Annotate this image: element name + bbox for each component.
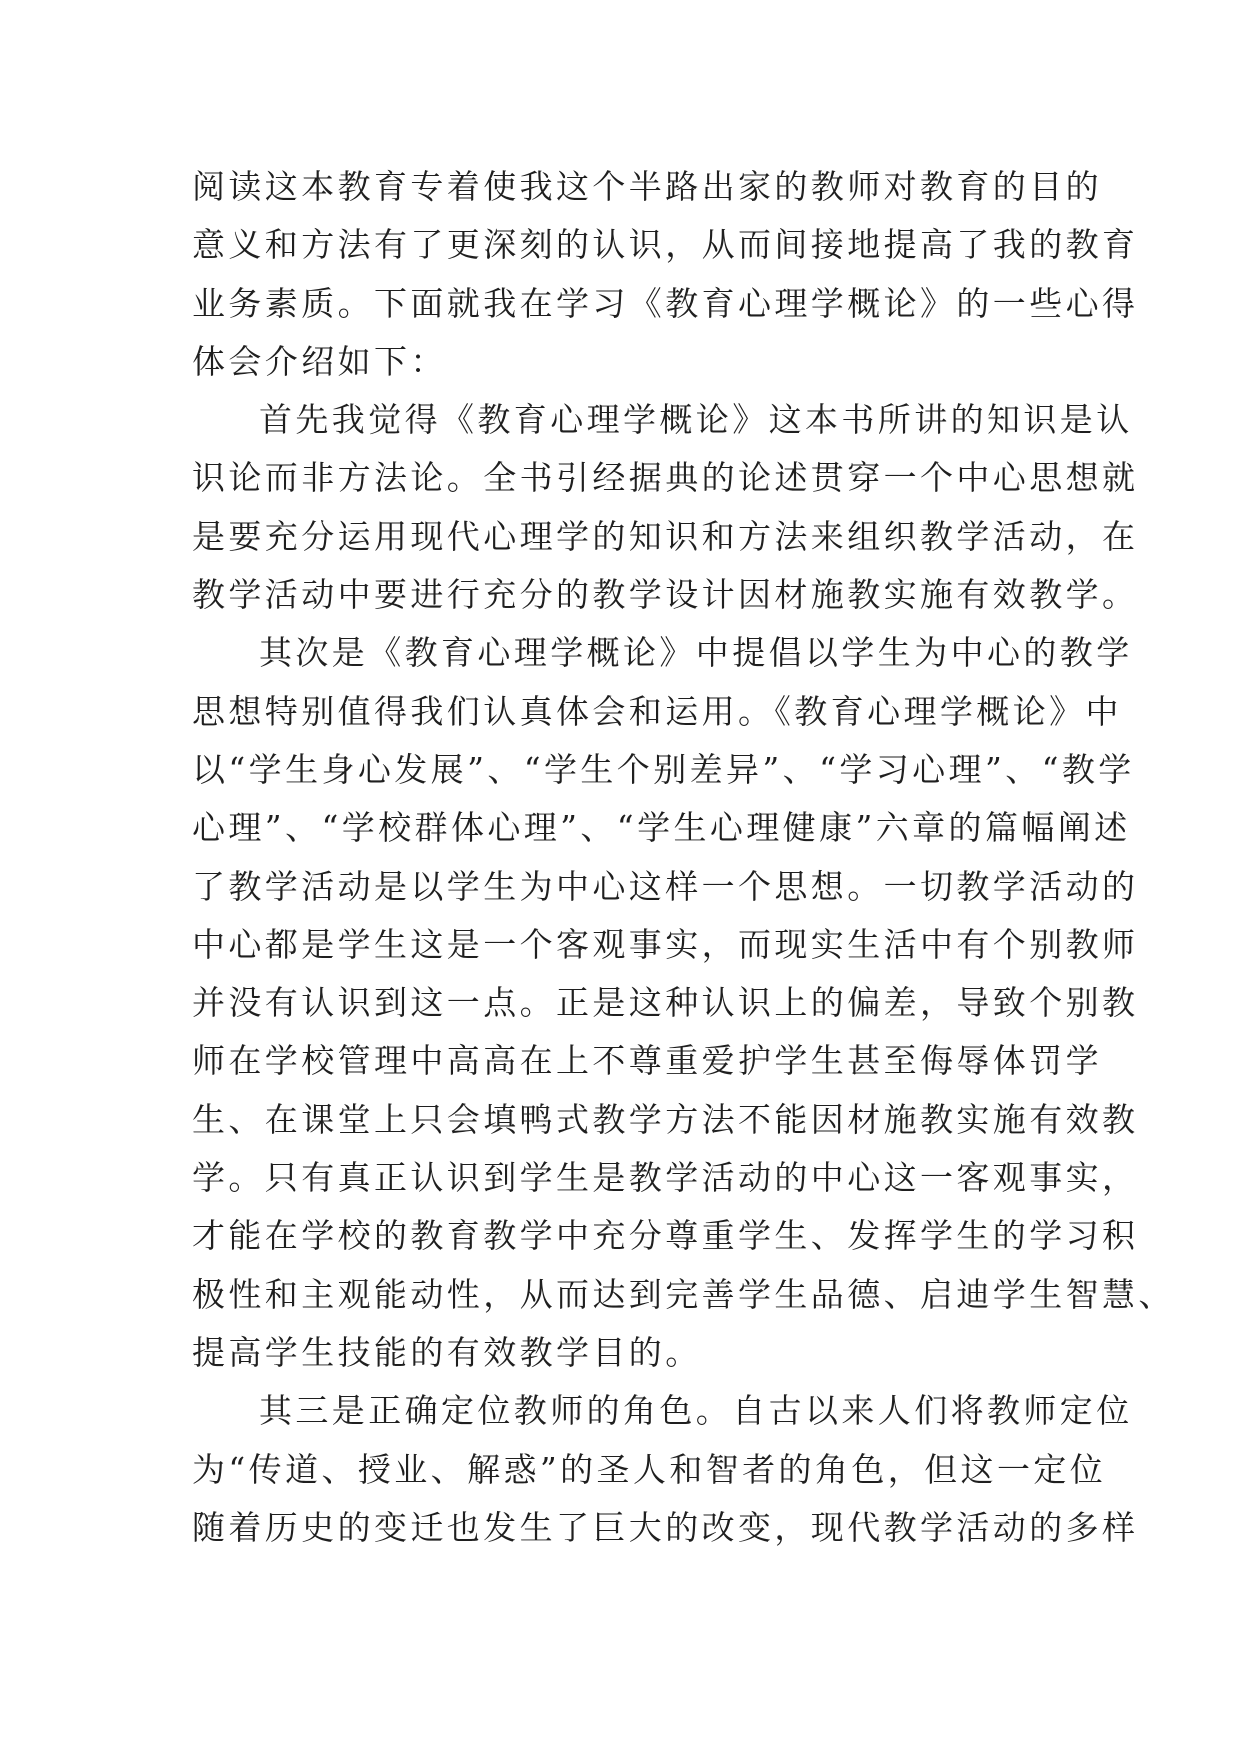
text-line: 极性和主观能动性，从而达到完善学生品德、启迪学生智慧、 [192, 1274, 1175, 1314]
text-line: 师在学校管理中高高在上不尊重爱护学生甚至侮辱体罚学 [192, 1041, 1102, 1081]
text-line: 识论而非方法论。全书引经据典的论述贯穿一个中心思想就 [192, 458, 1139, 498]
text-line: 心理”、“学校群体心理”、“学生心理健康”六章的篇幅阐述 [192, 808, 1131, 848]
text-line: 并没有认识到这一点。正是这种认识上的偏差，导致个别教 [192, 983, 1139, 1023]
text-line: 为“传道、授业、解惑”的圣人和智者的角色，但这一定位 [192, 1449, 1107, 1489]
text-line: 以“学生身心发展”、“学生个别差异”、“学习心理”、“教学 [192, 749, 1135, 789]
text-line: 了教学活动是以学生为中心这样一个思想。一切教学活动的 [192, 866, 1139, 906]
text-line: 才能在学校的教育教学中充分尊重学生、发挥学生的学习积 [192, 1216, 1139, 1256]
text-line: 体会介绍如下： [192, 341, 447, 381]
body-text [192, 158, 1175, 1557]
text-line: 教学活动中要进行充分的教学设计因材施教实施有效教学。 [192, 575, 1139, 615]
text-line: 学。只有真正认识到学生是教学活动的中心这一客观事实， [192, 1158, 1139, 1198]
text-line: 阅读这本教育专着使我这个半路出家的教师对教育的目的 [192, 167, 1102, 206]
text-line: 提高学生技能的有效教学目的。 [192, 1332, 702, 1372]
text-line: 中心都是学生这是一个客观事实，而现实生活中有个别教师 [192, 924, 1139, 964]
text-line: 业务素质。下面就我在学习《教育心理学概论》的一些心得 [192, 283, 1139, 323]
paragraph-start-line: 其次是《教育心理学概论》中提倡以学生为中心的教学 [259, 633, 1133, 673]
text-line: 意义和方法有了更深刻的认识，从而间接地提高了我的教育 [192, 225, 1139, 265]
text-line: 思想特别值得我们认真体会和运用。《教育心理学概论》中 [192, 691, 1122, 731]
text-line: 随着历史的变迁也发生了巨大的改变，现代教学活动的多样 [192, 1507, 1139, 1547]
text-line: 生、在课堂上只会填鸭式教学方法不能因材施教实施有效教 [192, 1099, 1139, 1139]
paragraph-start-line: 首先我觉得《教育心理学概论》这本书所讲的知识是认 [259, 400, 1133, 440]
paragraph-start-line: 其三是正确定位教师的角色。自古以来人们将教师定位 [259, 1391, 1133, 1431]
text-line: 是要充分运用现代心理学的知识和方法来组织教学活动，在 [192, 516, 1139, 556]
